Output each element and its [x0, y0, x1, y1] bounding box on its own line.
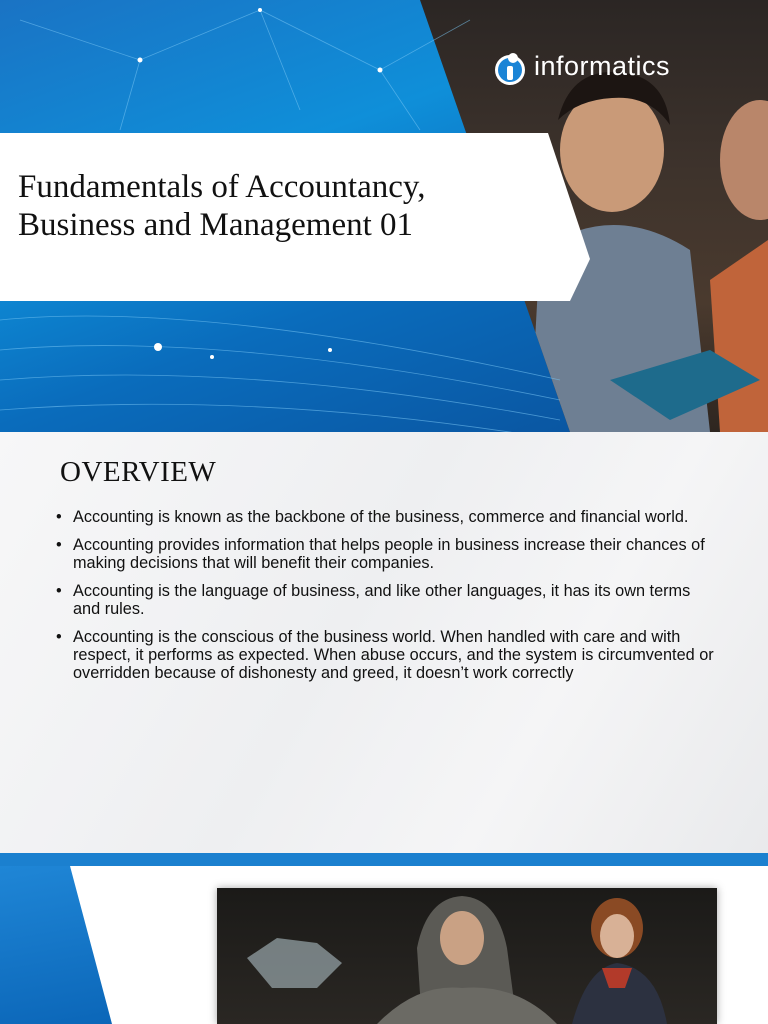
history-slide: [0, 866, 768, 1024]
bullet-item: • Accounting is the language of business, and like other languages, it has its own terms and rules.: [56, 582, 716, 618]
overview-bullet-list: [56, 508, 716, 692]
network-node: [138, 58, 143, 63]
slide-title: [18, 168, 558, 244]
title-line-1: Fundamentals of Accountancy,: [18, 169, 426, 205]
friar-robe: [377, 987, 557, 1024]
network-node: [210, 355, 214, 359]
overview-heading: OVERVIEW: [60, 456, 217, 488]
bullet-item: • Accounting is the conscious of the business world. When handled with care and with respect, it performs as expected. When abuse occurs, and the system is circumvented or overridden because of dishonesty and greed, it doesn’t work correctly: [56, 628, 716, 682]
slide-divider: [0, 853, 768, 866]
title-line-2: Business and Management 01: [18, 207, 414, 243]
overview-slide: [0, 432, 768, 853]
brand-logo: [492, 48, 752, 88]
youth-face: [600, 914, 634, 958]
network-node: [328, 348, 332, 352]
friar-face: [440, 911, 484, 965]
network-node: [378, 68, 383, 73]
painting-illustration: [217, 888, 717, 1024]
painting-image: [217, 888, 717, 1024]
network-node: [154, 343, 162, 351]
brand-name: informatics: [534, 51, 671, 81]
title-slide: [0, 0, 768, 432]
informatics-logo-icon: [492, 50, 532, 86]
bullet-item: • Accounting provides information that helps people in business increase their chances of making decisions that will benefit their companies.: [56, 536, 716, 572]
blue-wedge: [0, 866, 120, 1024]
bullet-item: • Accounting is known as the backbone of the business, commerce and financial world.: [56, 508, 716, 526]
network-node: [258, 8, 262, 12]
glass-polyhedron: [247, 938, 342, 988]
